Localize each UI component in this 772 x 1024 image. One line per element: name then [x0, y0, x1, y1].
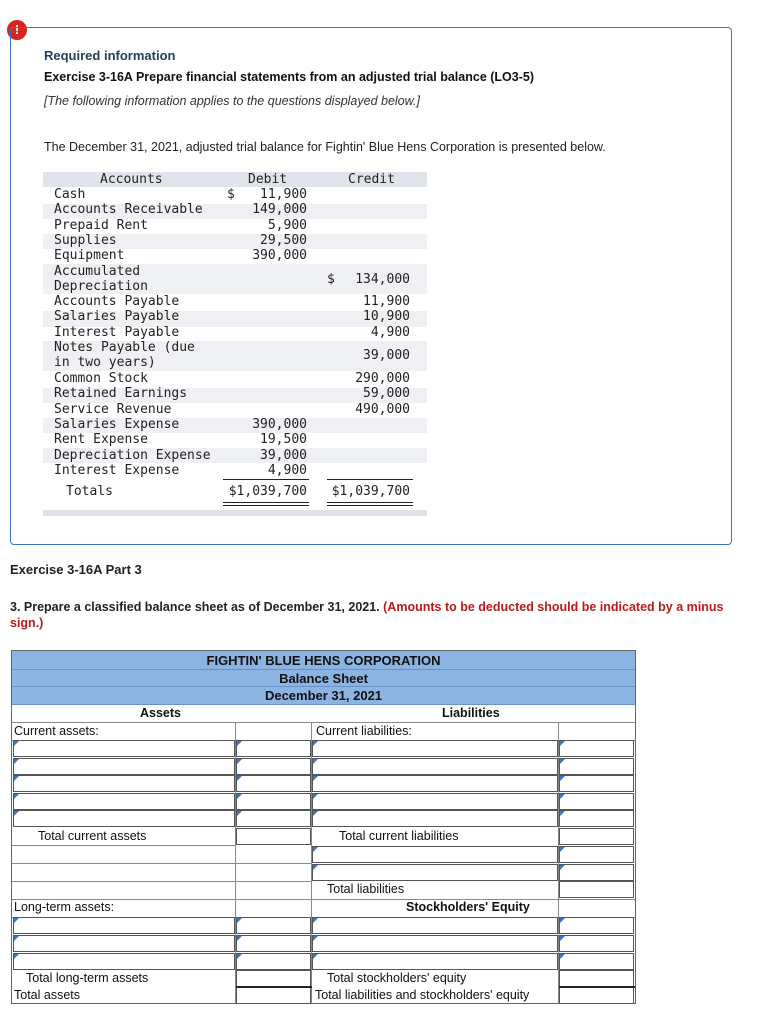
- exercise-title: Exercise 3-16A Prepare financial statements from an adjusted trial balance (LO3-5): [44, 70, 534, 84]
- credit-amount: 11,900: [363, 294, 410, 309]
- account-name: Rent Expense: [54, 432, 148, 447]
- debit-amount: 19,500: [260, 432, 307, 447]
- required-information-title: Required information: [44, 48, 176, 63]
- total-current-liabilities-label: Total current liabilities: [339, 829, 459, 843]
- credit-amount: 490,000: [355, 402, 410, 417]
- current-asset-name-input[interactable]: [13, 810, 235, 827]
- account-name: Interest Payable: [54, 325, 180, 340]
- accounts-header: Accounts: [100, 172, 163, 187]
- total-credit: $1,039,700: [331, 484, 410, 499]
- total-assets-label: Total assets: [14, 988, 81, 1002]
- account-name: Supplies: [54, 233, 117, 248]
- divider: [12, 722, 635, 723]
- long-term-asset-amount-input[interactable]: [236, 953, 311, 970]
- divider: [12, 881, 312, 882]
- total-rule: [559, 986, 635, 988]
- debit-amount: 11,900: [260, 187, 307, 202]
- current-asset-name-input[interactable]: [13, 758, 235, 775]
- long-term-asset-amount-input[interactable]: [236, 917, 311, 934]
- debit-double-rule: [223, 505, 309, 506]
- equity-amount-input[interactable]: [559, 917, 634, 934]
- equity-name-input[interactable]: [312, 953, 558, 970]
- account-name: Notes Payable (due in two years): [54, 340, 195, 370]
- total-long-term-assets-input[interactable]: [236, 970, 311, 987]
- total-current-assets-input[interactable]: [236, 828, 311, 845]
- long-term-asset-name-input[interactable]: [13, 917, 235, 934]
- balance-sheet-form: [11, 650, 636, 1004]
- current-liability-amount-input[interactable]: [559, 758, 634, 775]
- stockholders-equity-header: Stockholders' Equity: [406, 900, 530, 914]
- company-name: FIGHTIN' BLUE HENS CORPORATION: [12, 651, 635, 670]
- account-name: Salaries Expense: [54, 417, 180, 432]
- debit-amount: 4,900: [267, 463, 307, 478]
- account-name: Retained Earnings: [54, 386, 188, 401]
- credit-amount: 134,000: [355, 272, 410, 287]
- long-term-liability-name-input[interactable]: [312, 846, 558, 863]
- account-name: Salaries Payable: [54, 309, 180, 324]
- long-term-assets-label: Long-term assets:: [14, 900, 115, 914]
- credit-amount: 59,000: [363, 386, 410, 401]
- debit-amount: 29,500: [260, 233, 307, 248]
- equity-amount-input[interactable]: [559, 935, 634, 952]
- credit-header: Credit: [348, 172, 395, 187]
- total-long-term-assets-label: Total long-term assets: [26, 971, 149, 985]
- long-term-liability-name-input[interactable]: [312, 864, 558, 881]
- credit-amount: 10,900: [363, 309, 410, 324]
- current-assets-label: Current assets:: [14, 724, 99, 738]
- current-liability-name-input[interactable]: [312, 793, 558, 810]
- total-equity-input[interactable]: [559, 970, 634, 987]
- long-term-liability-amount-input[interactable]: [559, 846, 634, 863]
- equity-name-input[interactable]: [312, 935, 558, 952]
- current-liability-name-input[interactable]: [312, 740, 558, 757]
- statement-date: December 31, 2021: [12, 687, 635, 705]
- total-rule: [236, 986, 312, 988]
- alert-icon: !: [7, 20, 27, 40]
- debit-amount: 390,000: [252, 248, 307, 263]
- divider: [12, 863, 312, 864]
- current-liability-amount-input[interactable]: [559, 793, 634, 810]
- credit-double-rule: [327, 502, 413, 503]
- exercise-note: [The following information applies to the questions displayed below.]: [44, 94, 420, 108]
- credit-amount: 39,000: [363, 348, 410, 363]
- current-liability-name-input[interactable]: [312, 775, 558, 792]
- current-liability-amount-input[interactable]: [559, 810, 634, 827]
- current-liability-name-input[interactable]: [312, 758, 558, 775]
- total-equity-label: Total stockholders' equity: [327, 971, 467, 985]
- total-liabilities-label: Total liabilities: [327, 882, 405, 896]
- debit-header: Debit: [248, 172, 288, 187]
- current-asset-amount-input[interactable]: [236, 793, 311, 810]
- account-name: Accounts Payable: [54, 294, 180, 309]
- debit-double-rule: [223, 502, 309, 503]
- account-name: Equipment: [54, 248, 125, 263]
- current-asset-name-input[interactable]: [13, 793, 235, 810]
- total-current-liabilities-input[interactable]: [559, 828, 634, 845]
- account-name: Interest Expense: [54, 463, 180, 478]
- account-name: Accumulated Depreciation: [54, 264, 148, 294]
- part-title: Exercise 3-16A Part 3: [10, 562, 142, 577]
- debit-amount: 5,900: [267, 218, 307, 233]
- totals-label: Totals: [66, 484, 113, 499]
- account-name: Common Stock: [54, 371, 148, 386]
- debit-amount: 149,000: [252, 202, 307, 217]
- intro-text: The December 31, 2021, adjusted trial balance for Fightin' Blue Hens Corporation is presented below.: [44, 140, 606, 154]
- current-asset-amount-input[interactable]: [236, 758, 311, 775]
- total-debit: $1,039,700: [228, 484, 307, 499]
- divider: [12, 845, 236, 846]
- account-name: Cash: [54, 187, 86, 202]
- equity-amount-input[interactable]: [559, 953, 634, 970]
- debit-amount: 39,000: [260, 448, 307, 463]
- trial-balance-table: [43, 170, 427, 516]
- account-name: Service Revenue: [54, 402, 172, 417]
- question-prefix: 3. Prepare a classified balance sheet as of December 31, 2021.: [10, 600, 384, 614]
- debit-amount: 390,000: [252, 417, 307, 432]
- credit-amount: 4,900: [370, 325, 410, 340]
- credit-total-rule: [327, 479, 413, 480]
- account-name: Depreciation Expense: [54, 448, 211, 463]
- total-current-assets-label: Total current assets: [38, 829, 147, 843]
- current-asset-amount-input[interactable]: [236, 740, 311, 757]
- current-asset-name-input[interactable]: [13, 740, 235, 757]
- credit-amount: 290,000: [355, 371, 410, 386]
- equity-name-input[interactable]: [312, 917, 558, 934]
- credit-dollar-sign: $: [327, 272, 335, 287]
- long-term-asset-name-input[interactable]: [13, 935, 235, 952]
- question-text: [10, 600, 740, 631]
- total-liabilities-input[interactable]: [559, 881, 634, 898]
- total-liab-equity-input[interactable]: [559, 987, 634, 1004]
- current-liability-name-input[interactable]: [312, 810, 558, 827]
- total-assets-input[interactable]: [236, 987, 311, 1004]
- debit-total-rule: [223, 479, 309, 480]
- account-name: Prepaid Rent: [54, 218, 148, 233]
- question-emphasis: (Amounts to be deducted should be indicated by a minus sign.): [10, 600, 724, 630]
- total-liab-equity-label: Total liabilities and stockholders' equity: [315, 988, 530, 1002]
- current-asset-amount-input[interactable]: [236, 775, 311, 792]
- assets-header: Assets: [140, 706, 181, 720]
- current-asset-name-input[interactable]: [13, 775, 235, 792]
- trial-balance-footer-band: [43, 510, 427, 516]
- long-term-asset-amount-input[interactable]: [236, 935, 311, 952]
- long-term-asset-name-input[interactable]: [13, 953, 235, 970]
- account-name: Accounts Receivable: [54, 202, 203, 217]
- credit-double-rule: [327, 505, 413, 506]
- liabilities-header: Liabilities: [442, 706, 500, 720]
- current-liability-amount-input[interactable]: [559, 775, 634, 792]
- current-liability-amount-input[interactable]: [559, 740, 634, 757]
- current-asset-amount-input[interactable]: [236, 810, 311, 827]
- debit-dollar-sign: $: [227, 187, 235, 202]
- long-term-liability-amount-input[interactable]: [559, 864, 634, 881]
- statement-name: Balance Sheet: [12, 670, 635, 687]
- current-liabilities-label: Current liabilities:: [316, 724, 412, 738]
